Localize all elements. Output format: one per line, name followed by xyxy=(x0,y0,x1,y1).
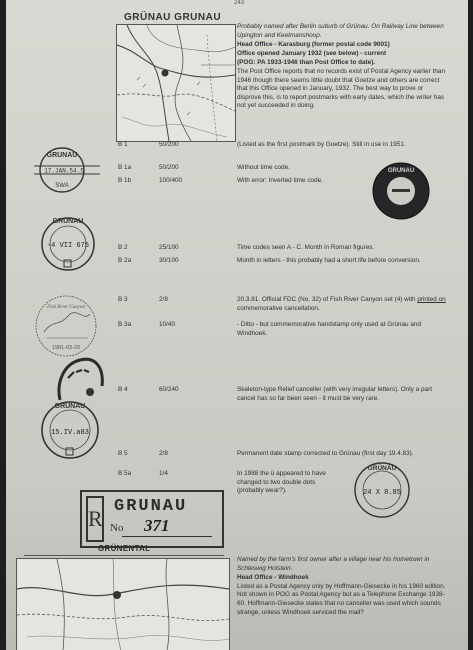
postmark-b1 xyxy=(32,140,102,200)
entry-value-b1: 50/200 xyxy=(159,141,179,148)
postmark-b1b-top: GRUNAU xyxy=(387,168,415,174)
entry-desc-b3-suffix: commemorative cancellation. xyxy=(237,304,320,312)
postmark-b1b xyxy=(366,160,436,222)
grunental-origin: Named by the farm's first owner after a village near his hometown in Schleswig Holstein. xyxy=(237,556,430,572)
postmark-b2-top: GRUNAU xyxy=(52,218,84,225)
entry-value-b5a: 1/4 xyxy=(159,470,168,477)
entry-value-b5: 2/8 xyxy=(159,450,168,457)
grunental-rule xyxy=(24,555,224,556)
entry-value-b2: 25/100 xyxy=(159,244,179,251)
registration-r: R xyxy=(86,496,104,542)
entry-desc-b1b: With error: Inverted time code. xyxy=(237,177,323,184)
grunau-note: The Post Office reports that no records exist of Postal Agency earlier than 1946 though there seems little doubt that Goetze and others are correct that this Office opened in January, 1932. The best way to prove or disprove this, is to report postmarks with early dates, which the writer has not yet succeeded in doing. xyxy=(237,67,446,110)
postmark-b3 xyxy=(30,292,104,362)
grunau-heading: GRÜNAU GRUNAU xyxy=(124,12,222,23)
entry-desc-b2: Time codes seen A - C. Month in Roman figures. xyxy=(237,244,375,251)
postmark-b1-date: 17.JAN.54.5 xyxy=(44,167,84,175)
grunau-pog: (POG: PA 1933-1946 than Post Office to date). xyxy=(237,58,376,66)
entry-desc-b3a: - Ditto - but commemorative handstamp only used at Grünau and Windhoek. xyxy=(237,321,421,337)
registration-underline xyxy=(122,536,212,537)
entry-value-b3a: 10/40 xyxy=(159,321,175,328)
entry-desc-b4: Skeleton-type Relief canceller (with very irregular letters). Only a part cancel has so far been seen - it must be very rare. xyxy=(237,386,432,402)
registration-number: 371 xyxy=(144,516,170,535)
grunental-body: Listed as a Postal Agency only by Hoffmann-Giesecke in his 1960 edition. Not shown in POG as Postal Agency but as a Telephone Exchange 1938-60. Hoffmann-Giesecke states that no canceller was used which sounds strange, unless Windhoek serviced the mail? xyxy=(237,582,446,616)
entry-value-b1b: 100/400 xyxy=(159,177,183,184)
entry-no-b2: B 2 xyxy=(118,244,128,251)
entry-no-b5a: B 5a xyxy=(118,470,132,477)
entry-value-b1a: 50/200 xyxy=(159,164,179,171)
postmark-b4 xyxy=(36,392,106,468)
postmark-b3-top: Fish River Canyon xyxy=(47,305,85,310)
postmark-b5a-date: 24 X 8.85 xyxy=(363,489,401,497)
postmark-b1-bottom: SWA xyxy=(55,183,69,189)
entry-desc-b3-prefix: 20.3.81. Official FDC (No. 32) of Fish River Canyon set (4) with xyxy=(237,296,418,303)
postmark-b5-top: GRÜNAU xyxy=(54,403,86,410)
grunental-map-drawing xyxy=(17,559,229,650)
entry-desc-b5: Permanent date stamp corrected to Grünau (first day 19.4.83). xyxy=(237,450,414,457)
entry-value-b4: 60/240 xyxy=(159,386,179,393)
registration-label xyxy=(80,490,224,548)
entry-value-b3: 2/8 xyxy=(159,296,168,303)
postmark-b2 xyxy=(32,208,104,282)
postmark-b5-date: 15.IV.a83 xyxy=(51,429,89,437)
page-number: 243 xyxy=(234,0,245,6)
entry-no-b4: B 4 xyxy=(118,386,128,393)
postmark-b5a-top: GRÜNAU xyxy=(367,465,397,472)
grunental-map xyxy=(16,558,230,650)
grunau-head-office: Head Office - Karasburg (former postal code 9001) xyxy=(237,40,390,48)
entry-no-b1b: B 1b xyxy=(118,177,132,184)
postmark-b1-top: GRUNAU xyxy=(46,152,78,159)
grunau-opened: Office opened January 1932 (see below) - current xyxy=(237,49,387,57)
entry-no-b5: B 5 xyxy=(118,450,128,457)
grunau-origin: Probably named after Berlin suburb of Grünau. On Railway Line between Upington and Keetmanshoop. xyxy=(237,23,444,39)
entry-value-b2a: 30/100 xyxy=(159,257,179,264)
entry-no-b3a: B 3a xyxy=(118,321,132,328)
grunau-intro xyxy=(237,23,449,111)
map-drawing xyxy=(117,25,235,141)
entry-desc-b1a: Without time code. xyxy=(237,164,290,171)
entry-desc-b3-underlined: printed on xyxy=(417,296,446,303)
grunental-heading: GRÜNENTAL xyxy=(98,544,151,553)
entry-desc-b3 xyxy=(237,296,452,313)
entry-no-b1: B 1 xyxy=(118,141,128,148)
registration-no-label: No xyxy=(110,522,124,534)
grunental-head-office: Head Office - Windhoek xyxy=(237,573,309,581)
postmark-b2-date: -4 VII 675 xyxy=(46,242,90,250)
grunau-map xyxy=(116,24,236,142)
entry-desc-b5a: In 1988 the ü appeared to have changed to two double dots (probably wear?). xyxy=(237,470,326,495)
entry-no-b1a: B 1a xyxy=(118,164,132,171)
postmark-b3-bottom: 1981-03-20 xyxy=(51,345,81,351)
registration-name: GRUNAU xyxy=(114,497,188,516)
grunental-text xyxy=(237,556,449,618)
postmark-b5a xyxy=(346,458,416,522)
entry-no-b3: B 3 xyxy=(118,296,128,303)
catalogue-page xyxy=(6,0,468,650)
entry-desc-b1: (Listed as the first postmark by Goetze). Still in use in 1951. xyxy=(237,141,406,148)
entry-no-b2a: B 2a xyxy=(118,257,132,264)
entry-desc-b2a: Month in letters - this probably had a short life before conversion. xyxy=(237,257,421,264)
